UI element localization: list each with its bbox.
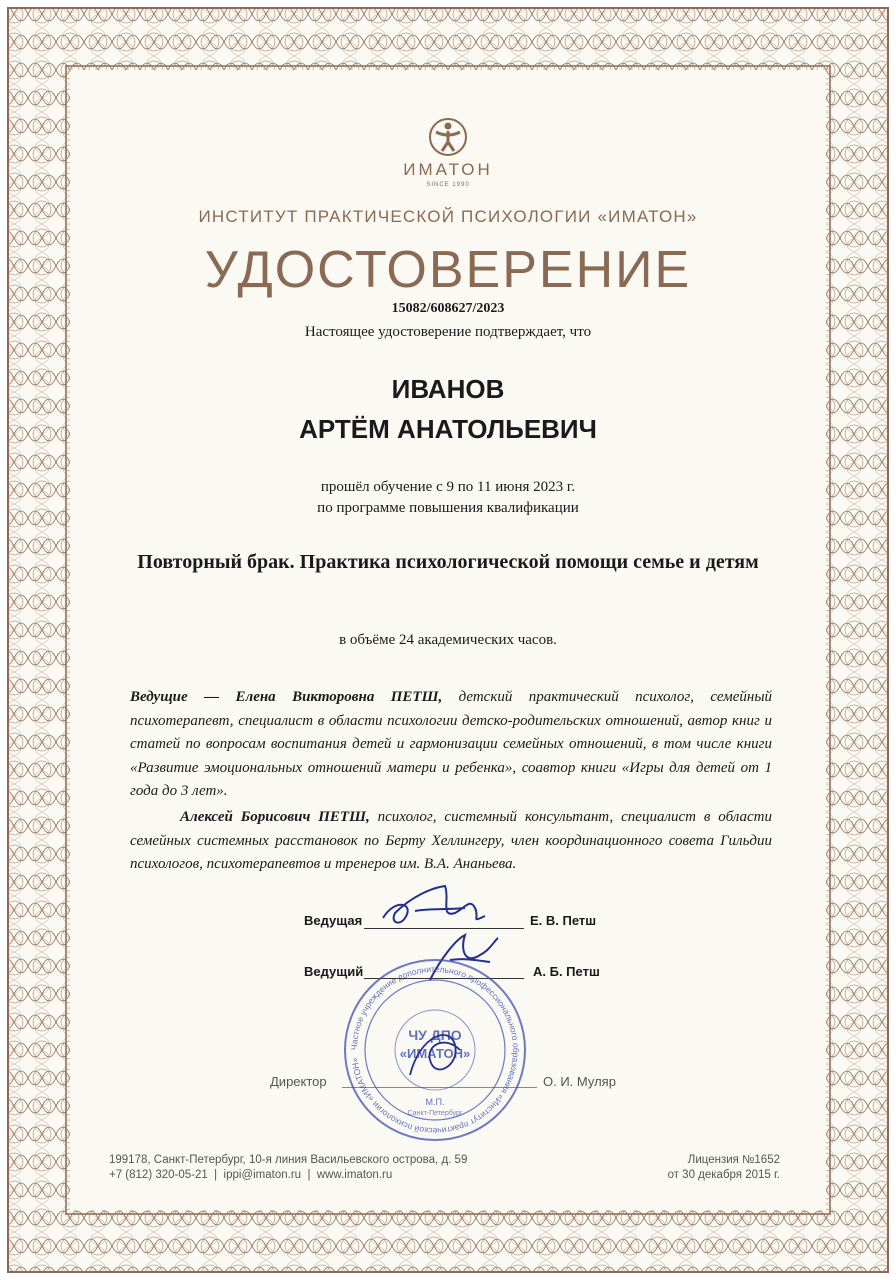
footer-address-block xyxy=(109,1153,467,1183)
bio-lead-aleksey: Алексей Борисович ПЕТШ, xyxy=(180,809,370,825)
document-title: УДОСТОВЕРЕНИЕ xyxy=(204,241,692,299)
footer-license-block xyxy=(600,1153,780,1183)
license-number: Лицензия №1652 xyxy=(687,1154,780,1166)
logo-wordmark: ИМАТОН xyxy=(403,160,493,179)
institute-stamp xyxy=(340,955,530,1145)
bio-text-elena: детский практический психолог, семейный психотерапевт, специалист в области психологии детско-родительских отношений, автор книг и статей по вопросам воспитания детей и гармонизации семейных отношений, в том числе книги «Развитие эмоциональных отношений матери и ребенка», соавтор книги «Игры для детей от 1 года до 3 лет». xyxy=(130,689,772,799)
signature-label-director: Директор xyxy=(270,1074,327,1089)
signature-name-director: О. И. Муляр xyxy=(543,1074,616,1089)
imaton-logo-icon xyxy=(427,116,469,158)
footer-contacts: +7 (812) 320-05-21 | ippi@imaton.ru | www.imaton.ru xyxy=(109,1169,393,1181)
confirmation-text: Настоящее удостоверение подтверждает, что xyxy=(304,324,592,340)
signature-name-leader-female: Е. В. Петш xyxy=(530,913,597,928)
stamp-center-top: ЧУ ДПО xyxy=(408,1027,462,1043)
leaders-bio-aleksey xyxy=(130,806,772,877)
holder-given-names: АРТЁМ АНАТОЛЬЕВИЧ xyxy=(299,414,597,444)
holder-surname: ИВАНОВ xyxy=(391,374,505,404)
study-period: прошёл обучение с 9 по 11 июня 2023 г. xyxy=(320,479,576,495)
stamp-mp: М.П. xyxy=(425,1097,445,1107)
program-title: Повторный брак. Практика психологической помощи семье и детям xyxy=(137,551,759,573)
handwritten-signature-elena xyxy=(375,878,505,933)
stamp-center-mid: «ИМАТОН» xyxy=(399,1046,471,1061)
signature-label-leader-male: Ведущий xyxy=(304,964,364,979)
stamp-city: Санкт-Петербург xyxy=(407,1110,463,1117)
bio-lead-elena: Ведущие — Елена Викторовна ПЕТШ, xyxy=(130,689,443,705)
program-kind: по программе повышения квалификации xyxy=(317,500,579,516)
logo-since: SINCE 1990 xyxy=(426,182,470,188)
institute-name: ИНСТИТУТ ПРАКТИЧЕСКОЙ ПСИХОЛОГИИ «ИМАТОН» xyxy=(198,207,698,226)
footer-address: 199178, Санкт-Петербург, 10-я линия Васильевского острова, д. 59 xyxy=(109,1154,468,1166)
signature-name-leader-male: А. Б. Петш xyxy=(533,964,600,979)
stamp-outer-text: Частное учреждение дополнительного профессионального образования «Институт практической психологии «ИМАТОН» xyxy=(348,963,522,1137)
document-number: 15082/608627/2023 xyxy=(391,301,505,316)
signature-label-leader-female: Ведущая xyxy=(304,913,363,928)
license-date: от 30 декабря 2015 г. xyxy=(667,1169,780,1181)
leaders-bio-elena xyxy=(130,686,772,804)
bio-text-aleksey: психолог, системный консультант, специалист в области семейных системных расстановок по Берту Хеллингеру, член координационного совета Гильдии психологов, психотерапевтов и тренеров им. В.А. Ананьева. xyxy=(130,809,772,872)
program-volume: в объёме 24 академических часов. xyxy=(339,632,557,648)
